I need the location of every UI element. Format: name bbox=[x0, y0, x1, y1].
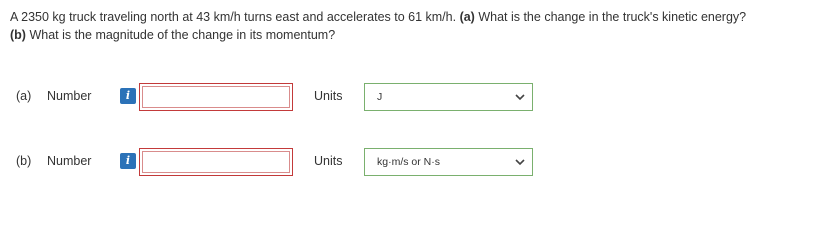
part-a-tag: (a) bbox=[459, 10, 475, 24]
chevron-down-icon bbox=[515, 158, 525, 166]
question-intro: A 2350 kg truck traveling north at 43 km/h turns east and accelerates to 61 km/h. bbox=[10, 10, 457, 24]
part-label: (b) bbox=[16, 154, 32, 168]
question-text bbox=[10, 8, 825, 44]
units-label: Units bbox=[314, 89, 343, 103]
answer-row-a bbox=[0, 82, 832, 112]
units-selected-value: J bbox=[377, 91, 383, 103]
chevron-down-icon bbox=[515, 93, 525, 101]
part-a-text: What is the change in the truck's kinetic energy? bbox=[474, 10, 747, 24]
units-selected-value: kg·m/s or N·s bbox=[377, 156, 440, 168]
part-b-text: What is the magnitude of the change in its momentum? bbox=[25, 28, 336, 42]
answer-row-b bbox=[0, 147, 832, 177]
units-select-a[interactable] bbox=[364, 83, 533, 111]
units-label: Units bbox=[314, 154, 343, 168]
number-label: Number bbox=[47, 89, 92, 103]
part-b-tag: (b) bbox=[10, 28, 26, 42]
number-input-b[interactable] bbox=[139, 148, 293, 176]
part-label: (a) bbox=[16, 89, 32, 103]
number-label: Number bbox=[47, 154, 92, 168]
number-input-a[interactable] bbox=[139, 83, 293, 111]
units-select-b[interactable] bbox=[364, 148, 533, 176]
info-icon[interactable]: i bbox=[120, 153, 136, 169]
info-icon[interactable]: i bbox=[120, 88, 136, 104]
